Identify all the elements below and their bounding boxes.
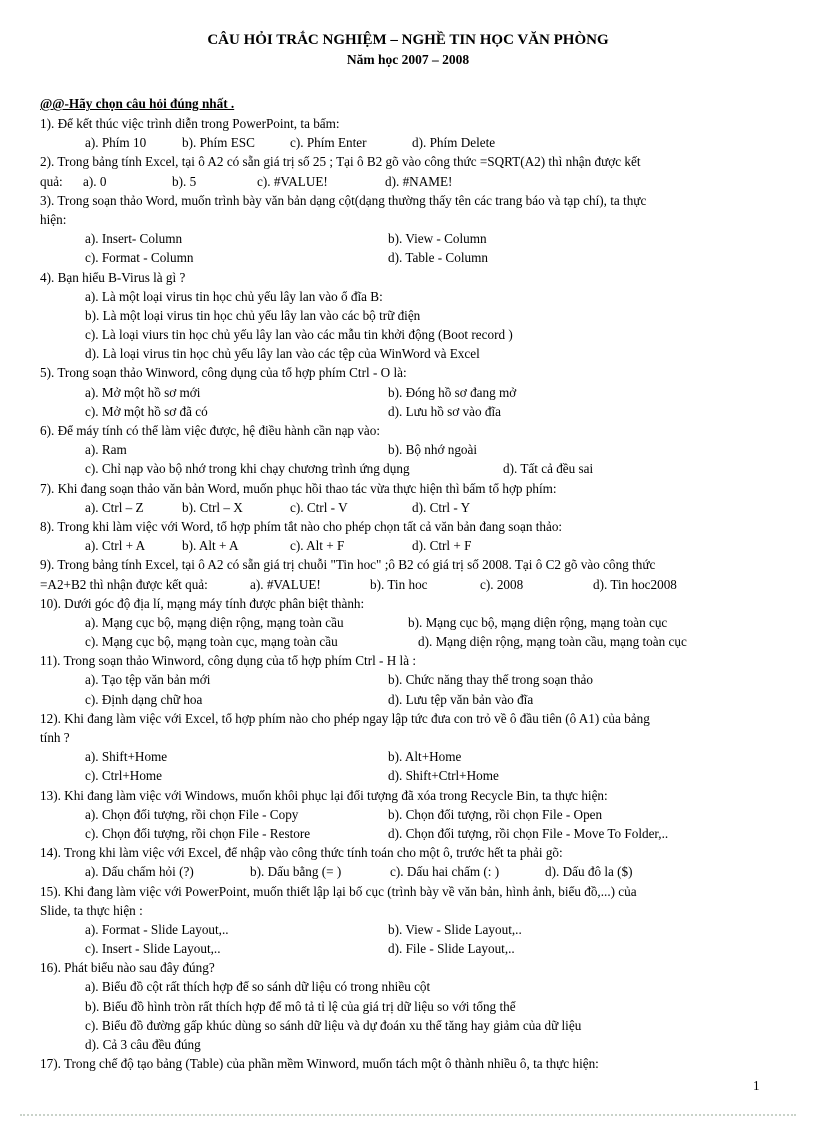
option: b). Là một loại virus tin học chủ yếu lây lan vào các bộ trữ điện [85,307,421,323]
text-segment: 2). Trong bảng tính Excel, tại ô A2 có sẵn giá trị số 25 ; Tại ô B2 gõ vào công thức =SQRT(A2) thì nhận được kết [40,154,641,170]
option-row [40,690,776,709]
text-segment: 7). Khi đang soạn thảo văn bản Word, muốn phục hồi thao tác vừa thực hiện thì bấm tổ hợp phím: [40,480,557,496]
option: b). Ctrl – X [182,499,243,515]
page-subtitle: Năm học 2007 – 2008 [346,52,470,67]
option: a). Ctrl + A [85,538,146,554]
question-text [40,268,776,287]
option: d). Ctrl - Y [412,499,471,515]
option: a). Ctrl – Z [85,499,144,515]
question-block [40,191,776,268]
text-segment: 5). Trong soạn thảo Winword, công dụng của tổ hợp phím Ctrl - O là: [40,365,407,381]
text-segment: 17). Trong chế độ tạo bảng (Table) của phần mềm Winword, muốn tách một ô thành nhiều ô, ta thực hiện: [40,1056,599,1072]
question-block [40,1054,776,1073]
text-segment: 3). Trong soạn thảo Word, muốn trình bày văn bản dạng cột(dạng thường thấy tên các trang báo và tạp chí), ta thực [40,192,647,208]
page-break-divider [20,1114,796,1116]
question-text [40,728,776,747]
option: a). Mạng cục bộ, mạng diện rộng, mạng toàn cầu [85,614,344,630]
option-row [40,862,776,881]
option: d). Là loại virus tin học chủ yếu lây lan vào các tệp của WinWord và Excel [85,346,480,362]
option: b). Phím ESC [182,135,255,151]
text-segment: tính ? [40,730,70,745]
option: c). Biểu đồ đường gấp khúc dùng so sánh dữ liệu và dự đoán xu thế tăng hay giảm của dữ liệu [85,1017,582,1033]
option: b). View - Column [388,231,487,247]
option: d). Ctrl + F [412,538,472,554]
option: c). Phím Enter [290,135,367,151]
option: b). Bộ nhớ ngoài [388,442,478,458]
option-row [40,1035,776,1054]
option: a). 0 [83,173,107,189]
text-segment: Slide, ta thực hiện : [40,902,143,918]
question-text [40,709,776,728]
option-row [40,306,776,325]
question-text [40,517,776,536]
option-row [40,344,776,363]
option: c). Mạng cục bộ, mạng toàn cục, mạng toàn cầu [85,634,338,650]
question-block [40,555,776,593]
text-segment: hiện: [40,211,67,227]
option: a). Dấu chấm hỏi (?) [85,864,194,880]
option: c). Insert - Slide Layout,.. [85,941,221,957]
text-segment: 8). Trong khi làm việc với Word, tổ hợp phím tắt nào cho phép chọn tất cả văn bản đang soạn thảo: [40,518,563,534]
question-text [40,843,776,862]
option: c). Dấu hai chấm (: ) [390,864,500,880]
option: a). Biểu đồ cột rất thích hợp để so sánh dữ liệu có trong nhiều cột [85,979,431,995]
question-text [40,882,776,901]
option: d). Chọn đối tượng, rồi chọn File - Move To Folder,.. [388,825,669,841]
text-segment: 10). Dưới góc độ địa lí, mạng máy tính được phân biệt thành: [40,595,365,611]
option-row [40,805,776,824]
text-segment: quả: [40,173,63,189]
option: c). Chỉ nạp vào bộ nhớ trong khi chạy chương trình ứng dụng [85,461,410,477]
option: c). Chọn đối tượng, rồi chọn File - Restore [85,825,311,841]
option-row [40,229,776,248]
option: b). Đóng hồ sơ đang mở [388,384,517,400]
question-text [40,1054,776,1073]
option-row [40,997,776,1016]
option: d). Table - Column [388,250,488,266]
option: b). Alt+Home [388,749,462,765]
option-row [40,536,776,555]
option: c). Là loại viurs tin học chủ yếu lây lan vào các mẫu tin khởi động (Boot record ) [85,327,513,343]
option-row [40,440,776,459]
option: a). Là một loại virus tin học chủ yếu lây lan vào ổ đĩa B: [85,288,383,304]
option: c). Alt + F [290,538,345,554]
page-title: CÂU HỎI TRẮC NGHIỆM – NGHỀ TIN HỌC VĂN PHÒNG [207,32,609,48]
option: b). 5 [172,173,197,189]
option-row [40,766,776,785]
text-segment: 14). Trong khi làm việc với Excel, để nhập vào công thức tính toán cho một ô, trước hết ta phải gõ: [40,845,563,861]
text-segment: 4). Bạn hiểu B-Virus là gì ? [40,269,186,285]
question-text [40,958,776,977]
question-block [40,882,776,959]
option: c). Định dạng chữ hoa [85,691,203,707]
question-text [40,786,776,805]
option: b). Dấu bằng (= ) [250,864,342,880]
question-text [40,191,776,210]
option-row [40,287,776,306]
question-block [40,268,776,364]
option: a). Chọn đối tượng, rồi chọn File - Copy [85,806,299,822]
option: c). Format - Column [85,250,194,266]
option: d). Mạng diện rộng, mạng toàn cầu, mạng toàn cục [418,634,687,650]
question-text [40,210,776,229]
option: d). #NAME! [385,173,453,189]
option-row [40,747,776,766]
option: c). Ctrl+Home [85,768,163,784]
text-segment: 12). Khi đang làm việc với Excel, tổ hợp phím nào cho phép ngay lập tức đưa con trỏ về ô đầu tiên (ô A1) của bảng [40,710,650,726]
text-segment: 15). Khi đang làm việc với PowerPoint, muốn thiết lập lại bố cục (trình bày về văn bản, hình ảnh, biểu đồ,...) của [40,883,637,899]
question-text [40,479,776,498]
option-row [40,383,776,402]
question-text [40,594,776,613]
question-block [40,114,776,152]
option: d). Shift+Ctrl+Home [388,768,499,784]
questions-container [40,114,776,1073]
option: d). Cả 3 câu đều đúng [85,1037,201,1052]
option: a). Insert- Column [85,231,183,247]
option: c). 2008 [480,576,524,592]
document-content [40,30,776,1073]
option: b). Tin hoc [370,576,428,592]
option: b). Chức năng thay thế trong soạn thảo [388,672,593,688]
question-text [40,363,776,382]
question-block [40,421,776,479]
option: c). Mở một hồ sơ đã có [85,403,208,419]
text-segment: 6). Để máy tính có thể làm việc được, hệ điều hành cần nạp vào: [40,423,381,438]
option: a). Shift+Home [85,749,168,765]
option: c). #VALUE! [257,173,328,189]
page-number: 1 [753,1078,760,1093]
option: b). Alt + A [182,538,239,554]
option-row [40,133,776,152]
option-row [40,939,776,958]
option: d). Dấu đô la ($) [545,864,633,880]
option-row [40,248,776,267]
option-row [40,977,776,996]
option: d). Phím Delete [412,135,496,151]
option-row [40,172,776,191]
question-text [40,901,776,920]
question-block [40,843,776,881]
question-block [40,709,776,786]
option: b). View - Slide Layout,.. [388,921,522,937]
option: d). Lưu tệp văn bản vào đĩa [388,691,534,707]
option: b). Biểu đồ hình tròn rất thích hợp để mô tả tỉ lệ của giá trị dữ liệu so với tổng thể [85,998,516,1014]
option-row [40,670,776,689]
question-text [40,114,776,133]
option-row [40,1016,776,1035]
option: a). Format - Slide Layout,.. [85,921,229,937]
option: d). Lưu hồ sơ vào đĩa [388,403,502,419]
option: a). Mở một hồ sơ mới [85,384,201,400]
option: b). Mạng cục bộ, mạng diện rộng, mạng toàn cục [408,614,668,630]
option: c). Ctrl - V [290,499,348,515]
text-segment: 11). Trong soạn thảo Winword, công dụng của tổ hợp phím Ctrl - H là : [40,653,417,669]
text-segment: 1). Để kết thúc việc trình diễn trong PowerPoint, ta bấm: [40,116,340,131]
option-row [40,325,776,344]
option-row [40,575,776,594]
question-block [40,651,776,709]
option-row [40,920,776,939]
question-text [40,421,776,440]
question-text [40,555,776,574]
option: b). Chọn đối tượng, rồi chọn File - Open [388,806,603,822]
option-row [40,402,776,421]
option: d). File - Slide Layout,.. [388,941,515,957]
option: d). Tin hoc2008 [593,576,677,592]
text-segment: 13). Khi đang làm việc với Windows, muốn khôi phục lại đối tượng đã xóa trong Recycle Bin, ta thực hiện: [40,787,608,803]
option-row [40,632,776,651]
question-text [40,152,776,171]
text-segment: =A2+B2 thì nhận được kết quả: [40,576,208,592]
option-row [40,824,776,843]
question-block [40,363,776,421]
question-block [40,152,776,190]
question-text [40,651,776,670]
question-block [40,958,776,1054]
instruction-heading: @@-Hãy chọn câu hỏi đúng nhất . [40,96,235,111]
question-block [40,594,776,652]
option: a). Phím 10 [85,135,147,151]
text-segment: 16). Phát biểu nào sau đây đúng? [40,960,215,976]
question-block [40,517,776,555]
option: a). #VALUE! [250,576,321,592]
question-block [40,786,776,844]
option-row [40,459,776,478]
option: a). Ram [85,442,127,458]
option: d). Tất cả đều sai [503,461,594,477]
option-row [40,613,776,632]
question-block [40,479,776,517]
text-segment: 9). Trong bảng tính Excel, tại ô A2 có sẵn giá trị chuỗi "Tin hoc" ;ô B2 có giá trị số 2008. Tại ô C2 gõ vào công thức [40,557,656,573]
option: a). Tạo tệp văn bản mới [85,672,211,688]
option-row [40,498,776,517]
